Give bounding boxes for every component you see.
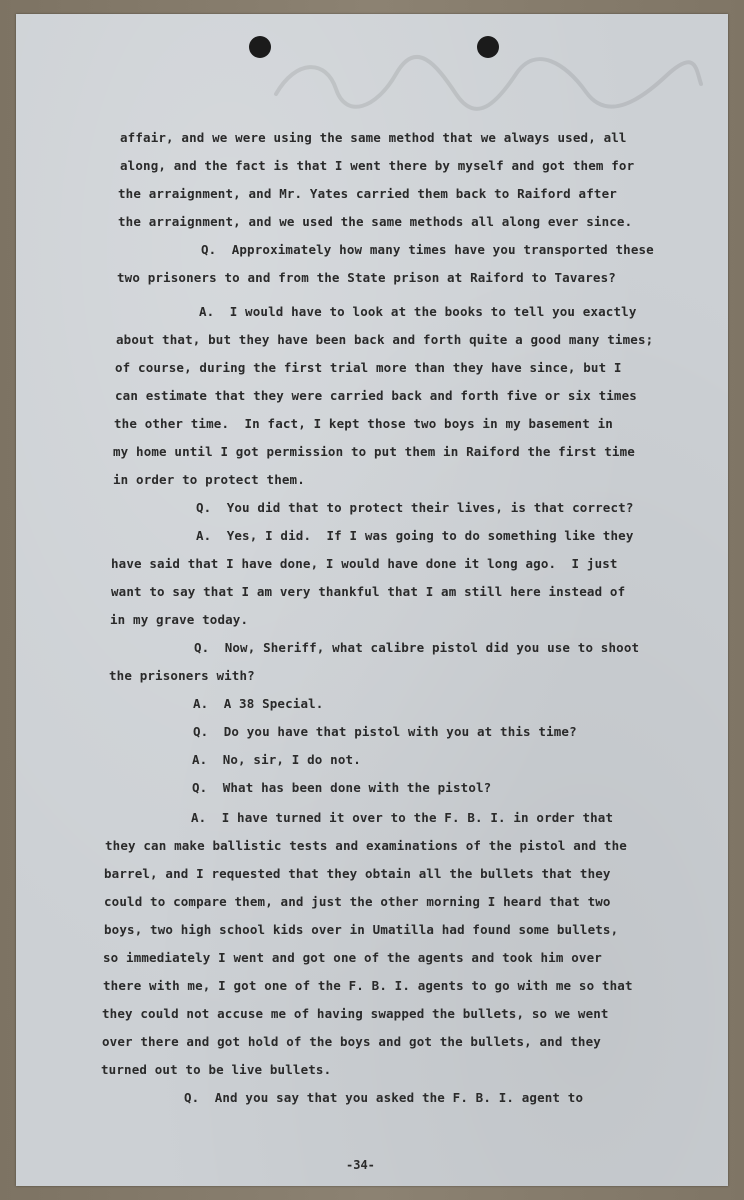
transcript-line: the arraignment, and we used the same methods all along ever since. [118, 214, 633, 229]
transcript-line: my home until I got permission to put them in Raiford the first time [113, 444, 635, 459]
transcript-line: over there and got hold of the boys and got the bullets, and they [102, 1034, 601, 1049]
transcript-line: along, and the fact is that I went there by myself and got them for [120, 158, 635, 173]
transcript-line: so immediately I went and got one of the agents and took him over [103, 950, 602, 965]
transcript-line: two prisoners to and from the State prison at Raiford to Tavares? [117, 270, 616, 285]
transcript-line: there with me, I got one of the F. B. I. agents to go with me so that [103, 978, 633, 993]
transcript-line: in my grave today. [110, 612, 249, 627]
transcript-line: Q. Approximately how many times have you transported these [201, 242, 654, 257]
transcript-line: the other time. In fact, I kept those two boys in my basement in [114, 416, 613, 431]
transcript-line: A. No, sir, I do not. [192, 752, 361, 767]
transcript-line: boys, two high school kids over in Umatilla had found some bullets, [104, 922, 619, 937]
transcript-line: Q. What has been done with the pistol? [192, 780, 492, 795]
transcript-line: the prisoners with? [109, 668, 255, 683]
transcript-line: they could not accuse me of having swapped the bullets, so we went [102, 1006, 609, 1021]
transcript-line: Q. And you say that you asked the F. B. I. agent to [184, 1090, 584, 1105]
transcript-line: barrel, and I requested that they obtain all the bullets that they [104, 866, 611, 881]
transcript-line: A. Yes, I did. If I was going to do something like they [196, 528, 634, 543]
document-page [16, 14, 728, 1186]
page-number: -34- [346, 1158, 375, 1172]
transcript-line: A. A 38 Special. [193, 696, 324, 711]
transcript-line: Q. You did that to protect their lives, is that correct? [196, 500, 634, 515]
transcript-line: A. I would have to look at the books to tell you exactly [199, 304, 637, 319]
transcript-line: want to say that I am very thankful that I am still here instead of [111, 584, 626, 599]
transcript-line: turned out to be live bullets. [101, 1062, 332, 1077]
transcript-line: Q. Now, Sheriff, what calibre pistol did you use to shoot [194, 640, 640, 655]
transcript-line: have said that I have done, I would have done it long ago. I just [111, 556, 618, 571]
transcript-line: Q. Do you have that pistol with you at this time? [193, 724, 577, 739]
transcript-line: about that, but they have been back and forth quite a good many times; [116, 332, 654, 347]
transcript-line: affair, and we were using the same method that we always used, all [120, 130, 627, 145]
transcript-line: can estimate that they were carried back and forth five or six times [115, 388, 637, 403]
transcript-line: in order to protect them. [113, 472, 305, 487]
transcript-line: they can make ballistic tests and examinations of the pistol and the [105, 838, 627, 853]
transcript-line: the arraignment, and Mr. Yates carried them back to Raiford after [118, 186, 617, 201]
transcript-line: of course, during the first trial more than they have since, but I [115, 360, 622, 375]
bleed-through-mark [266, 54, 706, 114]
transcript-line: A. I have turned it over to the F. B. I. in order that [191, 810, 614, 825]
transcript-line: could to compare them, and just the other morning I heard that two [104, 894, 611, 909]
